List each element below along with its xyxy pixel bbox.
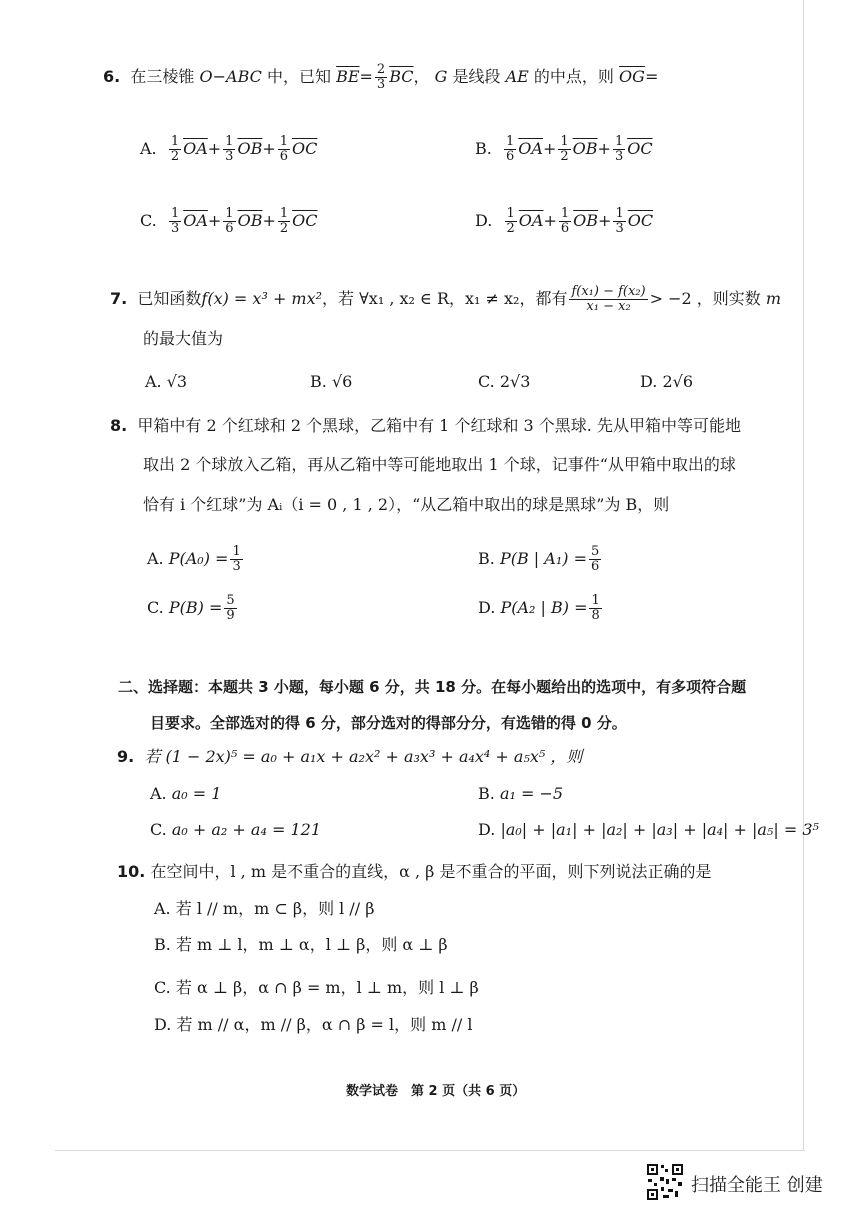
q9-option-d: D. |a₀| + |a₁| + |a₂| + |a₃| + |a₄| + |a₅| = 3⁵ (478, 820, 819, 839)
q7-option-c: C. 2√3 (478, 372, 531, 391)
q6-point-g: G (434, 67, 448, 86)
q8-option-c: C. P(B) = $\frac{5}{9}$ (147, 593, 235, 623)
q9-option-a: A. a₀ = 1 (150, 784, 222, 803)
q8-option-d: D. P(A₂ | B) = $\frac{1}{8}$ (478, 593, 600, 623)
section-2-heading: 二、选择题：本题共 3 小题，每小题 6 分，共 18 分。在每小题给出的选项中，有多项符合题 (118, 678, 747, 696)
q6-segment-ae: AE (505, 67, 529, 86)
q6-eq2: = (644, 67, 659, 86)
q6-text-e: 的中点，则 (533, 67, 614, 86)
q7-option-d: D. 2√6 (640, 372, 693, 391)
q7-function: f(x) = x³ + mx² (201, 289, 323, 308)
scanner-watermark-text: 扫描全能王 创建 (691, 1175, 823, 1196)
page-edge-right (803, 0, 804, 1150)
question-8: 8. 甲箱中有 2 个红球和 2 个黑球，乙箱中有 1 个红球和 3 个黑球. 先从甲箱中等可能地 (110, 416, 741, 435)
q6-vector-bc: $\overline{BC}$ (389, 67, 414, 86)
q9-option-c: C. a₀ + a₂ + a₄ = 121 (150, 820, 321, 839)
q7-option-a: A. √3 (145, 372, 188, 391)
q9-option-b: B. a₁ = −5 (478, 784, 564, 803)
q6-option-b: B. $\frac{1}{6}$ $\overline{OA}+$ $\frac{1}{2}$ $\overline{OB}+$ $\frac{1}{3}$ $\overline{OC}$ (475, 134, 653, 164)
section-2-heading-line2: 目要求。全部选对的得 6 分，部分选对的得部分分，有选错的得 0 分。 (150, 714, 627, 732)
question-7: 7. 已知函数f(x) = x³ + mx²，若 ∀x₁ , x₂ ∈ R，x₁ ≠ x₂，都有 $\frac{\text{f(x₁) − f(x₂)}}{\text{x₁ − x₂}}$ > −2 ，则实数 m (110, 284, 782, 314)
q8-line2: 取出 2 个球放入乙箱，再从乙箱中等可能地取出 1 个球，记事件“从甲箱中取出的球 (143, 455, 736, 474)
q6-text-b: 中，已知 (266, 67, 331, 86)
page-edge-bottom (55, 1150, 805, 1151)
q10-option-b: B. 若 m ⊥ l，m ⊥ α，l ⊥ β，则 α ⊥ β (154, 935, 448, 954)
q7-option-b: B. √6 (310, 372, 353, 391)
q10-option-c: C. 若 α ⊥ β，α ∩ β = m，l ⊥ m，则 l ⊥ β (154, 978, 479, 997)
q6-option-d: D. $\frac{1}{2}$ $\overline{OA}+$ $\frac{1}{6}$ $\overline{OB}+$ $\frac{1}{3}$ $\overline{OC}$ (475, 206, 654, 236)
question-number: 6. (103, 67, 121, 86)
q8-option-b: B. P(B | A₁) = $\frac{5}{6}$ (478, 544, 600, 574)
q6-tetrahedron: O−ABC (199, 67, 262, 86)
q6-option-c: C. $\frac{1}{3}$ $\overline{OA}+$ $\frac{1}{6}$ $\overline{OB}+$ $\frac{1}{2}$ $\overline{OC}$ (140, 206, 318, 236)
q6-option-a: A. $\frac{1}{2}$ $\overline{OA}+$ $\frac{1}{3}$ $\overline{OB}+$ $\frac{1}{6}$ $\overline{OC}$ (140, 134, 318, 164)
q10-option-d: D. 若 m // α，m // β，α ∩ β = l，则 m // l (154, 1015, 473, 1034)
q6-text-c: ， (413, 67, 430, 86)
q8-option-a: A. P(A₀) = $\frac{1}{3}$ (147, 544, 241, 574)
question-6 (103, 63, 658, 92)
q7-fraction: $\frac{\text{f(x₁) − f(x₂)}}{\text{x₁ − x₂}}$ (571, 284, 646, 314)
qr-code-icon (646, 1163, 684, 1201)
q6-fraction: $\frac{2}{3}$ (376, 62, 386, 92)
q6-text-a: 在三棱锥 (130, 67, 195, 86)
q6-text-d: 是线段 (452, 67, 501, 86)
question-10: 10. 在空间中，l , m 是不重合的直线，α , β 是不重合的平面，则下列说法正确的是 (117, 862, 712, 881)
page-footer: 数学试卷 第 2 页（共 6 页） (346, 1084, 526, 1099)
q10-option-a: A. 若 l // m，m ⊂ β，则 l // β (154, 899, 375, 918)
q6-vector-be: $\overline{BE}$ (336, 67, 360, 86)
q8-line3: 恰有 i 个红球”为 Aᵢ（i = 0 , 1 , 2），“从乙箱中取出的球是黑球”为 B，则 (143, 495, 670, 514)
q6-eq1: = (359, 67, 373, 86)
q7-line2: 的最大值为 (143, 329, 224, 348)
q6-vector-og: $\overline{OG}$ (619, 67, 645, 86)
question-9: 9. 若 (1 − 2x)⁵ = a₀ + a₁x + a₂x² + a₃x³ + a₄x⁴ + a₅x⁵ ，则 (117, 747, 583, 766)
